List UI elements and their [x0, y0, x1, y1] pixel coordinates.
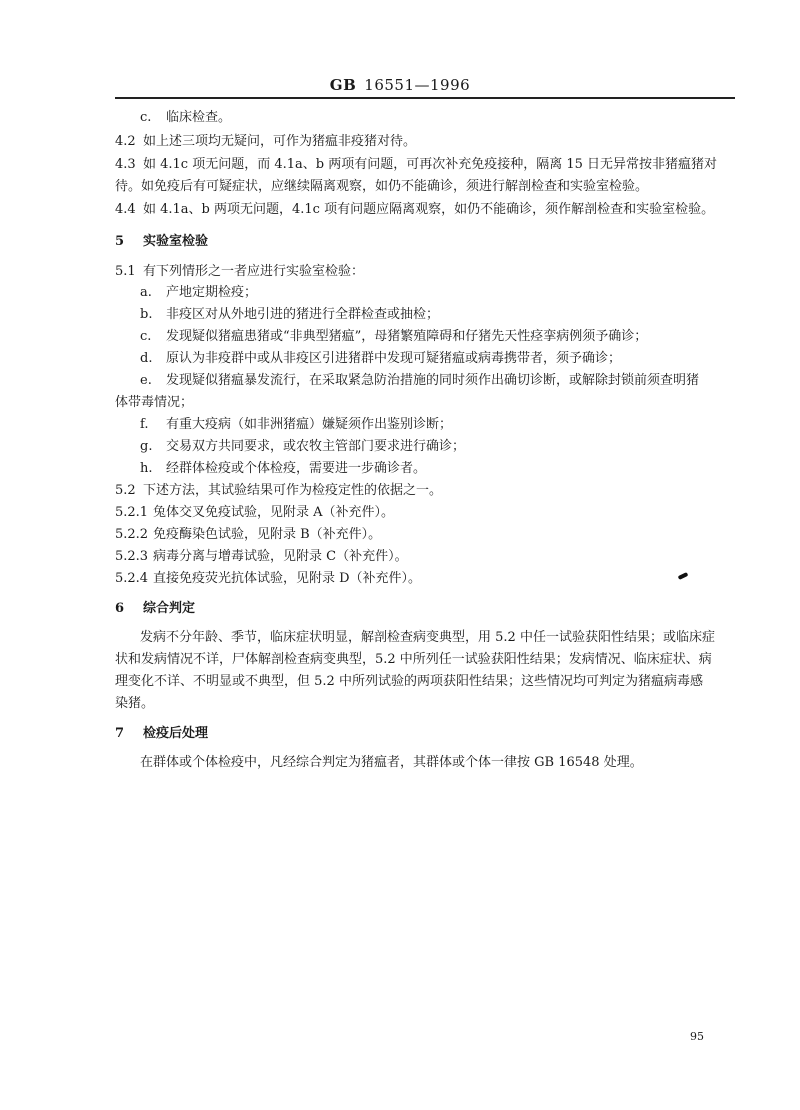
- line-text: 检疫后处理: [143, 726, 209, 741]
- line-text: 染猪。: [115, 696, 155, 711]
- text-line: [115, 155, 717, 175]
- line-text: 兔体交叉免疫试验，见附录 A（补充件）。: [153, 505, 395, 520]
- clause-number: 5.2: [115, 483, 136, 498]
- text-line: [115, 177, 648, 197]
- text-line: [115, 694, 154, 714]
- list-item-letter: c.: [140, 110, 152, 125]
- text-line: [115, 262, 364, 282]
- line-text: 实验室检验: [143, 234, 209, 249]
- line-text: 临床检查。: [166, 110, 232, 125]
- clause-number: 5.1: [115, 264, 136, 279]
- text-line: [140, 437, 465, 457]
- standard-number: 16551—1996: [364, 76, 471, 94]
- text-line: [140, 283, 257, 303]
- clause-number: 5.2.4: [115, 571, 149, 586]
- text-line: [115, 200, 714, 220]
- line-text: 状和发病情况不详，尸体解剖检查病变典型，5.2 中所列任一试验获阳性结果；发病情况、临床症状、病: [115, 652, 712, 667]
- line-text: 在群体或个体检疫中，凡经综合判定为猪瘟者，其群体或个体一律按 GB 16548 处理。: [140, 755, 643, 770]
- list-item-letter: d.: [140, 351, 153, 366]
- list-item-letter: f.: [140, 417, 149, 432]
- clause-number: 5: [115, 234, 125, 249]
- clause-number: 5.2.2: [115, 527, 149, 542]
- section-heading: [115, 599, 195, 619]
- line-text: 体带毒情况；: [115, 395, 194, 410]
- line-text: 非疫区对从外地引进的猪进行全群检查或抽检；: [166, 307, 440, 322]
- line-text: 产地定期检疫；: [166, 285, 258, 300]
- line-text: 免疫酶染色试验，见附录 B（补充件）。: [153, 527, 382, 542]
- line-text: 有重大疫病（如非洲猪瘟）嫌疑须作出鉴别诊断；: [166, 417, 453, 432]
- text-line: [115, 547, 408, 567]
- clause-number: 5.2.1: [115, 505, 149, 520]
- scan-mark: [678, 572, 689, 580]
- list-item-letter: a.: [140, 285, 152, 300]
- line-text: 交易双方共同要求，或农牧主管部门要求进行确诊；: [166, 439, 466, 454]
- line-text: 发病不分年龄、季节，临床症状明显，解剖检查病变典型，用 5.2 中任一试验获阳性结果；或临床症: [140, 630, 715, 645]
- line-text: 如 4.1a、b 两项无问题，4.1c 项有问题应隔离观察，如仍不能确诊，须作解剖检查和实验室检验。: [143, 202, 715, 217]
- text-line: [140, 628, 715, 648]
- text-line: [140, 753, 643, 773]
- list-item-letter: g.: [140, 439, 153, 454]
- header-rule: [115, 97, 735, 99]
- text-line: [140, 459, 426, 479]
- text-line: [115, 503, 394, 523]
- line-text: 直接免疫荧光抗体试验，见附录 D（补充件）。: [153, 571, 422, 586]
- list-item-letter: h.: [140, 461, 153, 476]
- clause-number: 6: [115, 601, 125, 616]
- line-text: 待。如免疫后有可疑症状，应继续隔离观察，如仍不能确诊，须进行解剖检查和实验室检验。: [115, 179, 649, 194]
- line-text: 如 4.1c 项无问题，而 4.1a、b 两项有问题，可再次补充免疫接种，隔离 15 日无异常按非猪瘟猪对: [143, 157, 718, 172]
- text-line: [140, 371, 699, 391]
- text-line: [115, 393, 193, 413]
- line-text: 发现疑似猪瘟患猪或“非典型猪瘟”，母猪繁殖障碍和仔猪先天性痉挛病例须予确诊；: [166, 329, 648, 344]
- text-line: [140, 415, 452, 435]
- line-text: 下述方法，其试验结果可作为检疫定性的依据之一。: [143, 483, 443, 498]
- text-line: [140, 327, 647, 347]
- line-text: 病毒分离与增毒试验，见附录 C（补充件）。: [153, 549, 408, 564]
- text-line: [140, 305, 439, 325]
- line-text: 经群体检疫或个体检疫，需要进一步确诊者。: [166, 461, 427, 476]
- text-line: [115, 481, 442, 501]
- line-text: 发现疑似猪瘟暴发流行，在采取紧急防治措施的同时须作出确切诊断，或解除封锁前须查明猪: [166, 373, 700, 388]
- line-text: 综合判定: [143, 601, 196, 616]
- text-line: [115, 525, 381, 545]
- line-text: 理变化不详、不明显或不典型，但 5.2 中所列试验的两项获阳性结果；这些情况均可判定为猪瘟病毒感: [115, 674, 703, 689]
- clause-number: 4.3: [115, 157, 136, 172]
- list-item-letter: e.: [140, 373, 152, 388]
- text-line: [115, 132, 416, 152]
- clause-number: 4.4: [115, 202, 136, 217]
- text-line: [140, 349, 621, 369]
- text-line: [115, 569, 421, 589]
- section-heading: [115, 724, 208, 744]
- line-text: 如上述三项均无疑问，可作为猪瘟非疫猪对待。: [143, 134, 417, 149]
- clause-number: 7: [115, 726, 125, 741]
- list-item-letter: c.: [140, 329, 152, 344]
- list-item-letter: b.: [140, 307, 153, 322]
- line-text: 有下列情形之一者应进行实验室检验：: [143, 264, 365, 279]
- line-text: 原认为非疫群中或从非疫区引进猪群中发现可疑猪瘟或病毒携带者，须予确诊；: [166, 351, 622, 366]
- clause-number: 4.2: [115, 134, 136, 149]
- text-line: [115, 672, 703, 692]
- section-heading: [115, 232, 208, 252]
- text-line: [140, 108, 231, 128]
- clause-number: 5.2.3: [115, 549, 149, 564]
- page-header: [0, 76, 800, 94]
- standard-code: GB: [329, 76, 357, 94]
- page-number: 95: [690, 1030, 704, 1043]
- text-line: [115, 650, 712, 670]
